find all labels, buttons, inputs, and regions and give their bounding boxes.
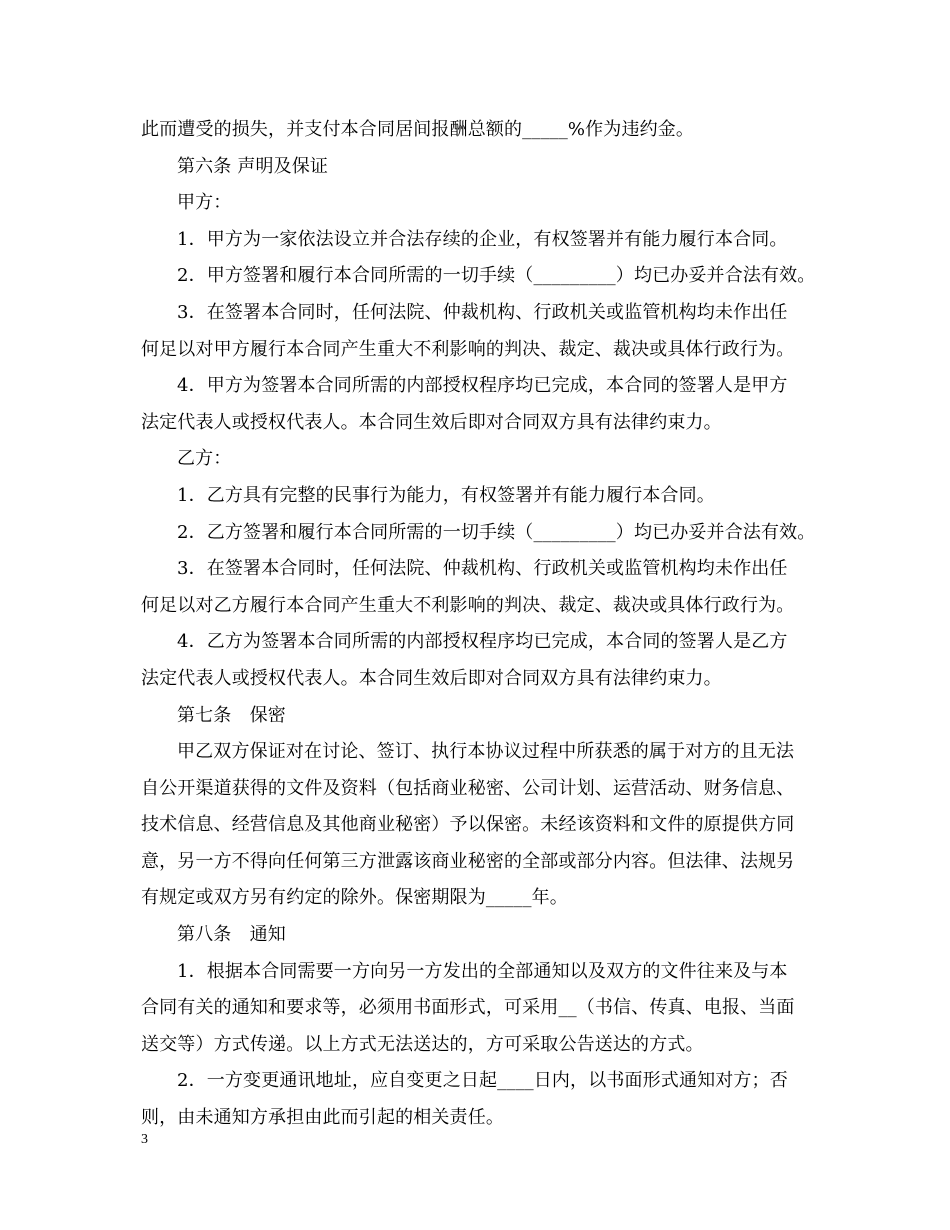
text-line: 自公开渠道获得的文件及资料（包括商业秘密、公司计划、运营活动、财务信息、 bbox=[141, 777, 795, 799]
text-line: 此而遭受的损失，并支付本合同居间报酬总额的_____%作为违约金。 bbox=[141, 119, 695, 140]
text-line: 4．甲方为签署本合同所需的内部授权程序均已完成，本合同的签署人是甲方 bbox=[177, 375, 788, 397]
text-line: 3．在签署本合同时，任何法院、仲裁机构、行政机关或监管机构均未作出任 bbox=[177, 301, 788, 323]
page-number: 3 bbox=[141, 1132, 148, 1147]
text-line: 有规定或双方另有约定的除外。保密期限为_____年。 bbox=[141, 887, 568, 909]
section-heading-6: 第六条 声明及保证 bbox=[177, 155, 329, 177]
text-line: 2．甲方签署和履行本合同所需的一切手续（_________）均已办妥并合法有效。 bbox=[177, 265, 816, 287]
text-line: 4．乙方为签署本合同所需的内部授权程序均已完成，本合同的签署人是乙方 bbox=[177, 631, 788, 653]
text-line: 法定代表人或授权代表人。本合同生效后即对合同双方具有法律约束力。 bbox=[141, 667, 722, 689]
text-line: 何足以对甲方履行本合同产生重大不利影响的判决、裁定、裁决或具体行政行为。 bbox=[141, 338, 795, 360]
text-line: 1．甲方为一家依法设立并合法存续的企业，有权签署并有能力履行本合同。 bbox=[177, 228, 788, 250]
party-b-label: 乙方： bbox=[177, 448, 232, 470]
party-a-label: 甲方： bbox=[177, 192, 232, 214]
section-heading-7: 第七条 保密 bbox=[177, 704, 286, 726]
text-line: 2．一方变更通讯地址，应自变更之日起____日内，以书面形式通知对方；否 bbox=[177, 1070, 788, 1092]
text-line: 3．在签署本合同时，任何法院、仲裁机构、行政机关或监管机构均未作出任 bbox=[177, 558, 788, 580]
text-line: 1．根据本合同需要一方向另一方发出的全部通知以及双方的文件往来及与本 bbox=[177, 960, 788, 982]
text-line: 则，由未通知方承担由此而引起的相关责任。 bbox=[141, 1107, 504, 1129]
text-line: 法定代表人或授权代表人。本合同生效后即对合同双方具有法律约束力。 bbox=[141, 411, 722, 433]
text-line: 甲乙双方保证对在讨论、签订、执行本协议过程中所获悉的属于对方的且无法 bbox=[177, 741, 795, 763]
text-line: 意，另一方不得向任何第三方泄露该商业秘密的全部或部分内容。但法律、法规另 bbox=[141, 850, 795, 872]
text-line: 合同有关的通知和要求等，必须用书面形式，可采用__（书信、传真、电报、当面 bbox=[141, 997, 795, 1019]
section-heading-8: 第八条 通知 bbox=[177, 924, 286, 946]
document-body bbox=[141, 112, 821, 1137]
text-line: 2．乙方签署和履行本合同所需的一切手续（_________）均已办妥并合法有效。 bbox=[177, 521, 816, 543]
text-line: 何足以对乙方履行本合同产生重大不利影响的判决、裁定、裁决或具体行政行为。 bbox=[141, 594, 795, 616]
text-line: 1．乙方具有完整的民事行为能力，有权签署并有能力履行本合同。 bbox=[177, 484, 715, 506]
text-line: 技术信息、经营信息及其他商业秘密）予以保密。未经该资料和文件的原提供方同 bbox=[141, 814, 795, 836]
text-line: 送交等）方式传递。以上方式无法送达的，方可采取公告送达的方式。 bbox=[141, 1033, 704, 1055]
